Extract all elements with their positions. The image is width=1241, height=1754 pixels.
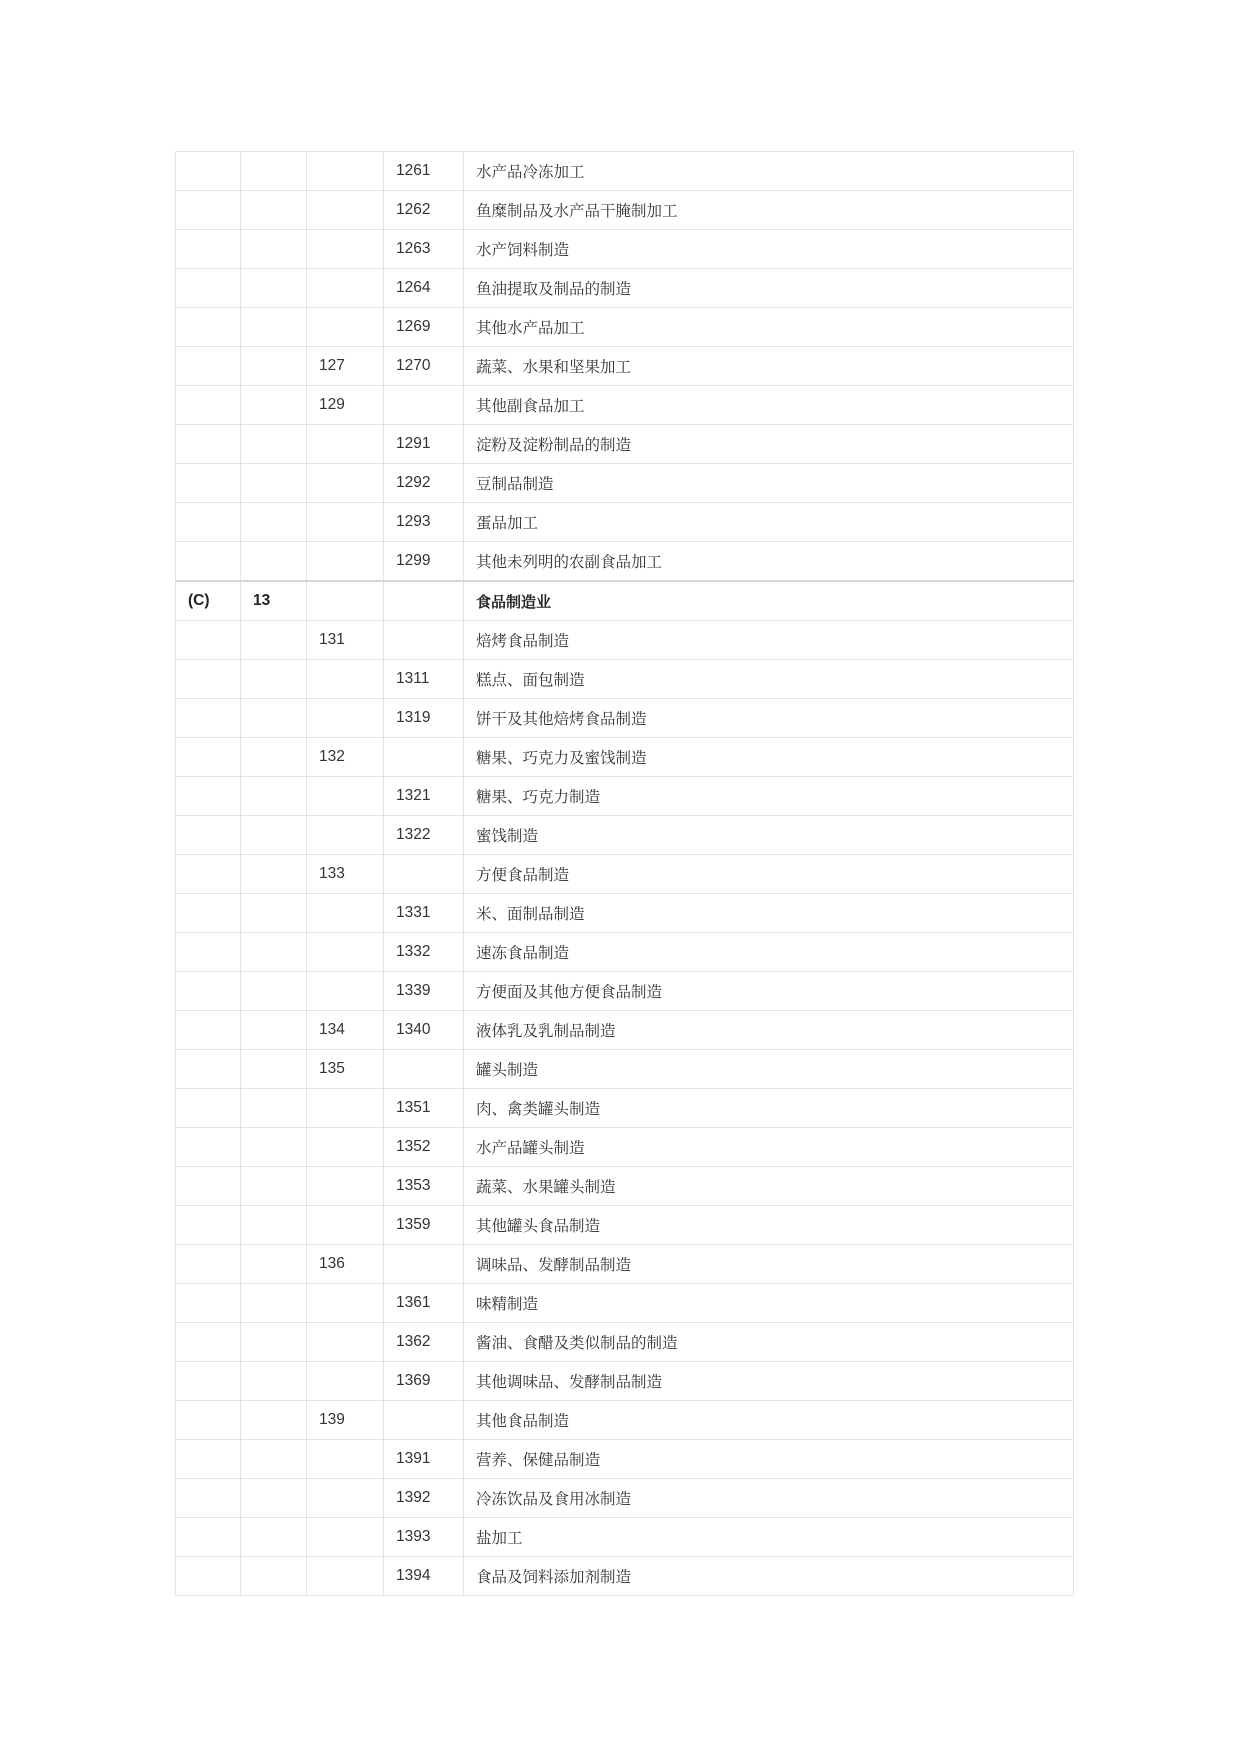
section-code-cell: [176, 1362, 241, 1401]
group-code-cell: [307, 660, 384, 699]
group-code-cell: [307, 777, 384, 816]
section-code-cell: [176, 1323, 241, 1362]
table-row: [176, 1440, 1074, 1479]
class-code-cell: 1311: [384, 660, 464, 699]
category-name-cell: 米、面制品制造: [464, 894, 1074, 933]
category-name-cell: 水产品冷冻加工: [464, 152, 1074, 191]
table-row: [176, 1011, 1074, 1050]
class-code-cell: [384, 386, 464, 425]
division-code-cell: [241, 1050, 307, 1089]
group-code-cell: [307, 503, 384, 542]
class-code-cell: 1263: [384, 230, 464, 269]
division-code-cell: [241, 1323, 307, 1362]
class-code-cell: 1340: [384, 1011, 464, 1050]
class-code-cell: 1269: [384, 308, 464, 347]
category-name-cell: 蔬菜、水果和坚果加工: [464, 347, 1074, 386]
section-code-cell: [176, 777, 241, 816]
group-code-cell: 133: [307, 855, 384, 894]
category-name-cell: 方便食品制造: [464, 855, 1074, 894]
division-code-cell: [241, 269, 307, 308]
section-code-cell: [176, 152, 241, 191]
class-code-cell: 1361: [384, 1284, 464, 1323]
division-code-cell: [241, 621, 307, 660]
group-code-cell: [307, 230, 384, 269]
class-code-cell: 1261: [384, 152, 464, 191]
category-name-cell: 液体乳及乳制品制造: [464, 1011, 1074, 1050]
table-row: [176, 1362, 1074, 1401]
group-code-cell: [307, 191, 384, 230]
division-code-cell: [241, 347, 307, 386]
table-row: [176, 347, 1074, 386]
section-code-cell: [176, 1128, 241, 1167]
section-code-cell: [176, 1401, 241, 1440]
table-row: [176, 1518, 1074, 1557]
group-code-cell: [307, 425, 384, 464]
section-code-cell: [176, 1518, 241, 1557]
category-name-cell: 水产饲料制造: [464, 230, 1074, 269]
category-name-cell: 其他食品制造: [464, 1401, 1074, 1440]
division-code-cell: [241, 894, 307, 933]
category-name-cell: 水产品罐头制造: [464, 1128, 1074, 1167]
section-code-cell: [176, 1050, 241, 1089]
table-row: [176, 1206, 1074, 1245]
class-code-cell: [384, 621, 464, 660]
class-code-cell: [384, 855, 464, 894]
division-code-cell: [241, 1518, 307, 1557]
category-name-cell: 盐加工: [464, 1518, 1074, 1557]
class-code-cell: 1319: [384, 699, 464, 738]
category-name-cell: 豆制品制造: [464, 464, 1074, 503]
section-code-cell: [176, 191, 241, 230]
table-row: [176, 1401, 1074, 1440]
division-code-cell: [241, 1245, 307, 1284]
table-row: [176, 230, 1074, 269]
class-code-cell: [384, 1245, 464, 1284]
section-code-cell: [176, 972, 241, 1011]
category-name-cell: 调味品、发酵制品制造: [464, 1245, 1074, 1284]
class-code-cell: 1270: [384, 347, 464, 386]
table-row: [176, 894, 1074, 933]
class-code-cell: 1393: [384, 1518, 464, 1557]
category-name-cell: 味精制造: [464, 1284, 1074, 1323]
category-name-cell: 其他罐头食品制造: [464, 1206, 1074, 1245]
group-code-cell: [307, 816, 384, 855]
division-code-cell: [241, 1440, 307, 1479]
section-code-cell: [176, 269, 241, 308]
class-code-cell: 1293: [384, 503, 464, 542]
section-code-cell: [176, 1089, 241, 1128]
class-code-cell: 1394: [384, 1557, 464, 1596]
division-code-cell: [241, 1011, 307, 1050]
section-code-cell: [176, 1167, 241, 1206]
group-code-cell: [307, 308, 384, 347]
class-code-cell: 1321: [384, 777, 464, 816]
category-name-cell: 鱼糜制品及水产品干腌制加工: [464, 191, 1074, 230]
group-code-cell: 127: [307, 347, 384, 386]
group-code-cell: 136: [307, 1245, 384, 1284]
section-code-cell: [176, 660, 241, 699]
division-code-cell: 13: [241, 581, 307, 621]
division-code-cell: [241, 191, 307, 230]
class-code-cell: [384, 581, 464, 621]
section-code-cell: [176, 621, 241, 660]
group-code-cell: 131: [307, 621, 384, 660]
group-code-cell: [307, 1284, 384, 1323]
group-code-cell: [307, 581, 384, 621]
table-body: [176, 152, 1074, 1596]
group-code-cell: [307, 933, 384, 972]
division-code-cell: [241, 503, 307, 542]
class-code-cell: [384, 1401, 464, 1440]
category-name-cell: 糖果、巧克力及蜜饯制造: [464, 738, 1074, 777]
class-code-cell: 1362: [384, 1323, 464, 1362]
class-code-cell: 1391: [384, 1440, 464, 1479]
group-code-cell: [307, 1167, 384, 1206]
section-code-cell: [176, 230, 241, 269]
category-name-cell: 蛋品加工: [464, 503, 1074, 542]
section-code-cell: [176, 542, 241, 582]
category-name-cell: 饼干及其他焙烤食品制造: [464, 699, 1074, 738]
division-code-cell: [241, 386, 307, 425]
category-name-cell: 食品及饲料添加剂制造: [464, 1557, 1074, 1596]
industry-classification-table: [175, 151, 1074, 1596]
division-code-cell: [241, 738, 307, 777]
table-row: [176, 425, 1074, 464]
table-row: [176, 464, 1074, 503]
group-code-cell: [307, 542, 384, 582]
group-code-cell: [307, 152, 384, 191]
group-code-cell: 135: [307, 1050, 384, 1089]
group-code-cell: [307, 1089, 384, 1128]
table-row: [176, 972, 1074, 1011]
division-code-cell: [241, 1362, 307, 1401]
division-code-cell: [241, 816, 307, 855]
category-name-cell: 淀粉及淀粉制品的制造: [464, 425, 1074, 464]
section-code-cell: [176, 894, 241, 933]
class-code-cell: 1369: [384, 1362, 464, 1401]
category-name-cell: 冷冻饮品及食用冰制造: [464, 1479, 1074, 1518]
group-code-cell: [307, 464, 384, 503]
class-code-cell: 1299: [384, 542, 464, 582]
category-name-cell: 肉、禽类罐头制造: [464, 1089, 1074, 1128]
section-code-cell: [176, 1440, 241, 1479]
division-code-cell: [241, 1557, 307, 1596]
table-row: [176, 1128, 1074, 1167]
section-code-cell: [176, 699, 241, 738]
table-row: [176, 1167, 1074, 1206]
table-row: [176, 933, 1074, 972]
category-name-cell: 蔬菜、水果罐头制造: [464, 1167, 1074, 1206]
section-code-cell: [176, 1245, 241, 1284]
table-row: [176, 777, 1074, 816]
division-code-cell: [241, 1128, 307, 1167]
group-code-cell: 129: [307, 386, 384, 425]
table-row: [176, 269, 1074, 308]
division-code-cell: [241, 660, 307, 699]
table-row: [176, 386, 1074, 425]
class-code-cell: 1332: [384, 933, 464, 972]
category-name-cell: 其他调味品、发酵制品制造: [464, 1362, 1074, 1401]
division-code-cell: [241, 464, 307, 503]
group-code-cell: [307, 1323, 384, 1362]
division-code-cell: [241, 1089, 307, 1128]
table-row: [176, 621, 1074, 660]
class-code-cell: [384, 1050, 464, 1089]
group-code-cell: [307, 1362, 384, 1401]
class-code-cell: 1292: [384, 464, 464, 503]
category-name-cell: 蜜饯制造: [464, 816, 1074, 855]
division-code-cell: [241, 933, 307, 972]
table-row: [176, 308, 1074, 347]
section-code-cell: [176, 1011, 241, 1050]
section-code-cell: [176, 503, 241, 542]
group-code-cell: [307, 699, 384, 738]
category-name-cell: 食品制造业: [464, 581, 1074, 621]
division-code-cell: [241, 542, 307, 582]
section-code-cell: [176, 1557, 241, 1596]
class-code-cell: 1331: [384, 894, 464, 933]
division-code-cell: [241, 777, 307, 816]
group-code-cell: [307, 1479, 384, 1518]
class-code-cell: 1264: [384, 269, 464, 308]
category-name-cell: 糕点、面包制造: [464, 660, 1074, 699]
section-code-cell: [176, 1479, 241, 1518]
group-code-cell: 134: [307, 1011, 384, 1050]
table-row: [176, 1050, 1074, 1089]
group-code-cell: [307, 1128, 384, 1167]
division-code-cell: [241, 1284, 307, 1323]
division-code-cell: [241, 855, 307, 894]
section-code-cell: [176, 347, 241, 386]
group-code-cell: [307, 894, 384, 933]
section-code-cell: [176, 308, 241, 347]
table-row: [176, 738, 1074, 777]
section-code-cell: [176, 933, 241, 972]
group-code-cell: [307, 269, 384, 308]
class-code-cell: 1322: [384, 816, 464, 855]
category-name-cell: 罐头制造: [464, 1050, 1074, 1089]
class-code-cell: 1262: [384, 191, 464, 230]
table-row: [176, 152, 1074, 191]
table-row: [176, 1245, 1074, 1284]
division-code-cell: [241, 1206, 307, 1245]
section-code-cell: [176, 738, 241, 777]
group-code-cell: [307, 1518, 384, 1557]
category-name-cell: 其他水产品加工: [464, 308, 1074, 347]
category-name-cell: 其他副食品加工: [464, 386, 1074, 425]
category-name-cell: 焙烤食品制造: [464, 621, 1074, 660]
section-header-row: [176, 581, 1074, 621]
table-row: [176, 699, 1074, 738]
section-code-cell: [176, 1206, 241, 1245]
group-code-cell: [307, 972, 384, 1011]
table-row: [176, 1557, 1074, 1596]
table-row: [176, 1479, 1074, 1518]
category-name-cell: 速冻食品制造: [464, 933, 1074, 972]
table-row: [176, 191, 1074, 230]
division-code-cell: [241, 425, 307, 464]
table-row: [176, 542, 1074, 582]
class-code-cell: 1291: [384, 425, 464, 464]
division-code-cell: [241, 1401, 307, 1440]
table-row: [176, 503, 1074, 542]
class-code-cell: 1339: [384, 972, 464, 1011]
category-name-cell: 方便面及其他方便食品制造: [464, 972, 1074, 1011]
category-name-cell: 酱油、食醋及类似制品的制造: [464, 1323, 1074, 1362]
table-row: [176, 1323, 1074, 1362]
division-code-cell: [241, 152, 307, 191]
division-code-cell: [241, 1167, 307, 1206]
table-row: [176, 816, 1074, 855]
class-code-cell: 1351: [384, 1089, 464, 1128]
division-code-cell: [241, 699, 307, 738]
class-code-cell: [384, 738, 464, 777]
division-code-cell: [241, 1479, 307, 1518]
section-code-cell: [176, 386, 241, 425]
division-code-cell: [241, 308, 307, 347]
section-code-cell: (C): [176, 581, 241, 621]
class-code-cell: 1392: [384, 1479, 464, 1518]
division-code-cell: [241, 972, 307, 1011]
division-code-cell: [241, 230, 307, 269]
category-name-cell: 其他未列明的农副食品加工: [464, 542, 1074, 582]
group-code-cell: [307, 1557, 384, 1596]
table-row: [176, 855, 1074, 894]
category-name-cell: 鱼油提取及制品的制造: [464, 269, 1074, 308]
table-row: [176, 660, 1074, 699]
class-code-cell: 1353: [384, 1167, 464, 1206]
category-name-cell: 糖果、巧克力制造: [464, 777, 1074, 816]
section-code-cell: [176, 425, 241, 464]
group-code-cell: [307, 1440, 384, 1479]
group-code-cell: [307, 1206, 384, 1245]
section-code-cell: [176, 1284, 241, 1323]
category-name-cell: 营养、保健品制造: [464, 1440, 1074, 1479]
section-code-cell: [176, 816, 241, 855]
table-row: [176, 1284, 1074, 1323]
class-code-cell: 1352: [384, 1128, 464, 1167]
section-code-cell: [176, 464, 241, 503]
section-code-cell: [176, 855, 241, 894]
table-row: [176, 1089, 1074, 1128]
group-code-cell: 139: [307, 1401, 384, 1440]
group-code-cell: 132: [307, 738, 384, 777]
class-code-cell: 1359: [384, 1206, 464, 1245]
